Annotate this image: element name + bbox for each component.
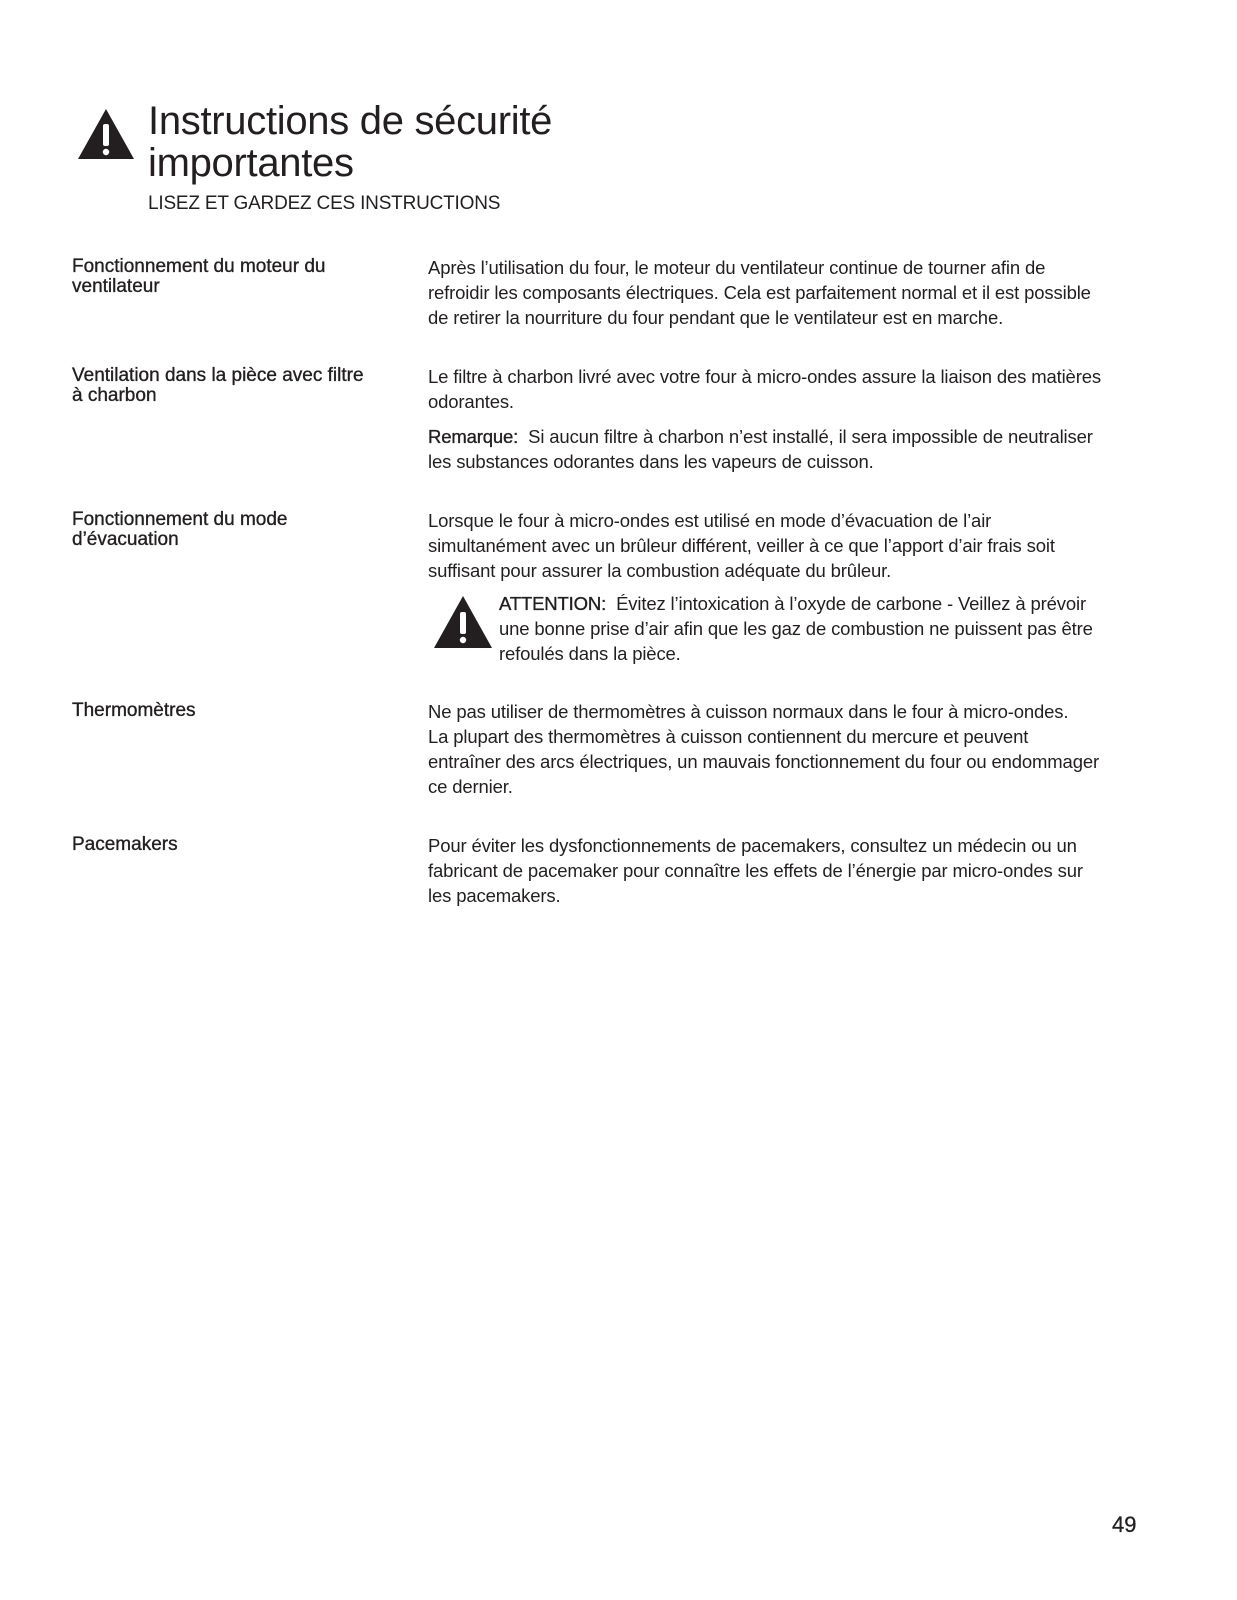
page-title-line: Instructions de sécurité	[148, 99, 553, 143]
body-line: Lorsque le four à micro-ondes est utilisé en mode d’évacuation de l’air	[428, 510, 992, 531]
attention-text: Évitez l’intoxication à l’oxyde de carbone - Veillez à prévoir	[616, 593, 1086, 614]
section-label-line: Pacemakers	[72, 834, 178, 855]
page-title-line: importantes	[148, 141, 354, 185]
body-line: ce dernier.	[428, 776, 513, 797]
section-label-line: à charbon	[72, 385, 157, 406]
section-label-line: Fonctionnement du mode	[72, 509, 288, 530]
warning-triangle-icon	[433, 595, 493, 649]
section-label	[72, 835, 402, 855]
body-paragraph	[428, 364, 1148, 414]
body-paragraph	[428, 255, 1148, 330]
body-line: refroidir les composants électriques. Cela est parfaitement normal et il est possible	[428, 282, 1091, 303]
section-label	[72, 366, 402, 406]
body-paragraph	[428, 699, 1148, 799]
body-line: une bonne prise d’air afin que les gaz de combustion ne puissent pas être	[499, 618, 1093, 639]
page-title	[148, 100, 552, 184]
body-line: refoulés dans la pièce.	[499, 643, 681, 664]
body-line: entraîner des arcs électriques, un mauvais fonctionnement du four ou endommager	[428, 751, 1099, 772]
attention-paragraph	[499, 591, 1148, 666]
page-subtitle: LISEZ ET GARDEZ CES INSTRUCTIONS	[148, 193, 501, 214]
body-line: La plupart des thermomètres à cuisson contiennent du mercure et peuvent	[428, 726, 1029, 747]
body-paragraph	[428, 833, 1148, 908]
body-line: odorantes.	[428, 391, 514, 412]
body-line: simultanément avec un brûleur différent, veiller à ce que l’apport d’air frais soit	[428, 535, 1055, 556]
section-body	[428, 833, 1148, 908]
section-body	[428, 364, 1148, 474]
section-body	[428, 255, 1148, 330]
body-line: de retirer la nourriture du four pendant que le ventilateur est en marche.	[428, 307, 1004, 328]
body-line: fabricant de pacemaker pour connaître les effets de l’énergie par micro-ondes sur	[428, 860, 1083, 881]
section-label	[72, 701, 402, 721]
body-line: les substances odorantes dans les vapeurs de cuisson.	[428, 451, 874, 472]
note-lead: Remarque:	[428, 426, 519, 447]
section-label-line: Thermomètres	[72, 700, 196, 721]
note-text: Si aucun filtre à charbon n’est installé, il sera impossible de neutraliser	[528, 426, 1093, 447]
section-body	[428, 699, 1148, 799]
section-label	[72, 510, 402, 550]
section-label-line: Fonctionnement du moteur du	[72, 256, 326, 277]
body-paragraph	[428, 508, 1148, 583]
warning-triangle-icon	[77, 108, 135, 160]
section-label-line: Ventilation dans la pièce avec filtre	[72, 365, 364, 386]
section-body	[428, 508, 1148, 666]
attention-block	[428, 591, 1148, 666]
note-paragraph	[428, 424, 1148, 474]
body-line: suffisant pour assurer la combustion adéquate du brûleur.	[428, 560, 892, 581]
body-line: les pacemakers.	[428, 885, 561, 906]
body-line: Pour éviter les dysfonctionnements de pacemakers, consultez un médecin ou un	[428, 835, 1077, 856]
body-line: Ne pas utiliser de thermomètres à cuisson normaux dans le four à micro-ondes.	[428, 701, 1069, 722]
attention-lead: ATTENTION:	[499, 593, 607, 614]
body-line: Après l’utilisation du four, le moteur du ventilateur continue de tourner afin de	[428, 257, 1046, 278]
section-label	[72, 257, 402, 297]
section-label-line: ventilateur	[72, 276, 160, 297]
section-label-line: d’évacuation	[72, 529, 179, 550]
body-line	[428, 424, 1148, 449]
body-line	[499, 591, 1148, 616]
page-number: 49	[1112, 1512, 1137, 1537]
body-line: Le filtre à charbon livré avec votre four à micro-ondes assure la liaison des matières	[428, 366, 1101, 387]
